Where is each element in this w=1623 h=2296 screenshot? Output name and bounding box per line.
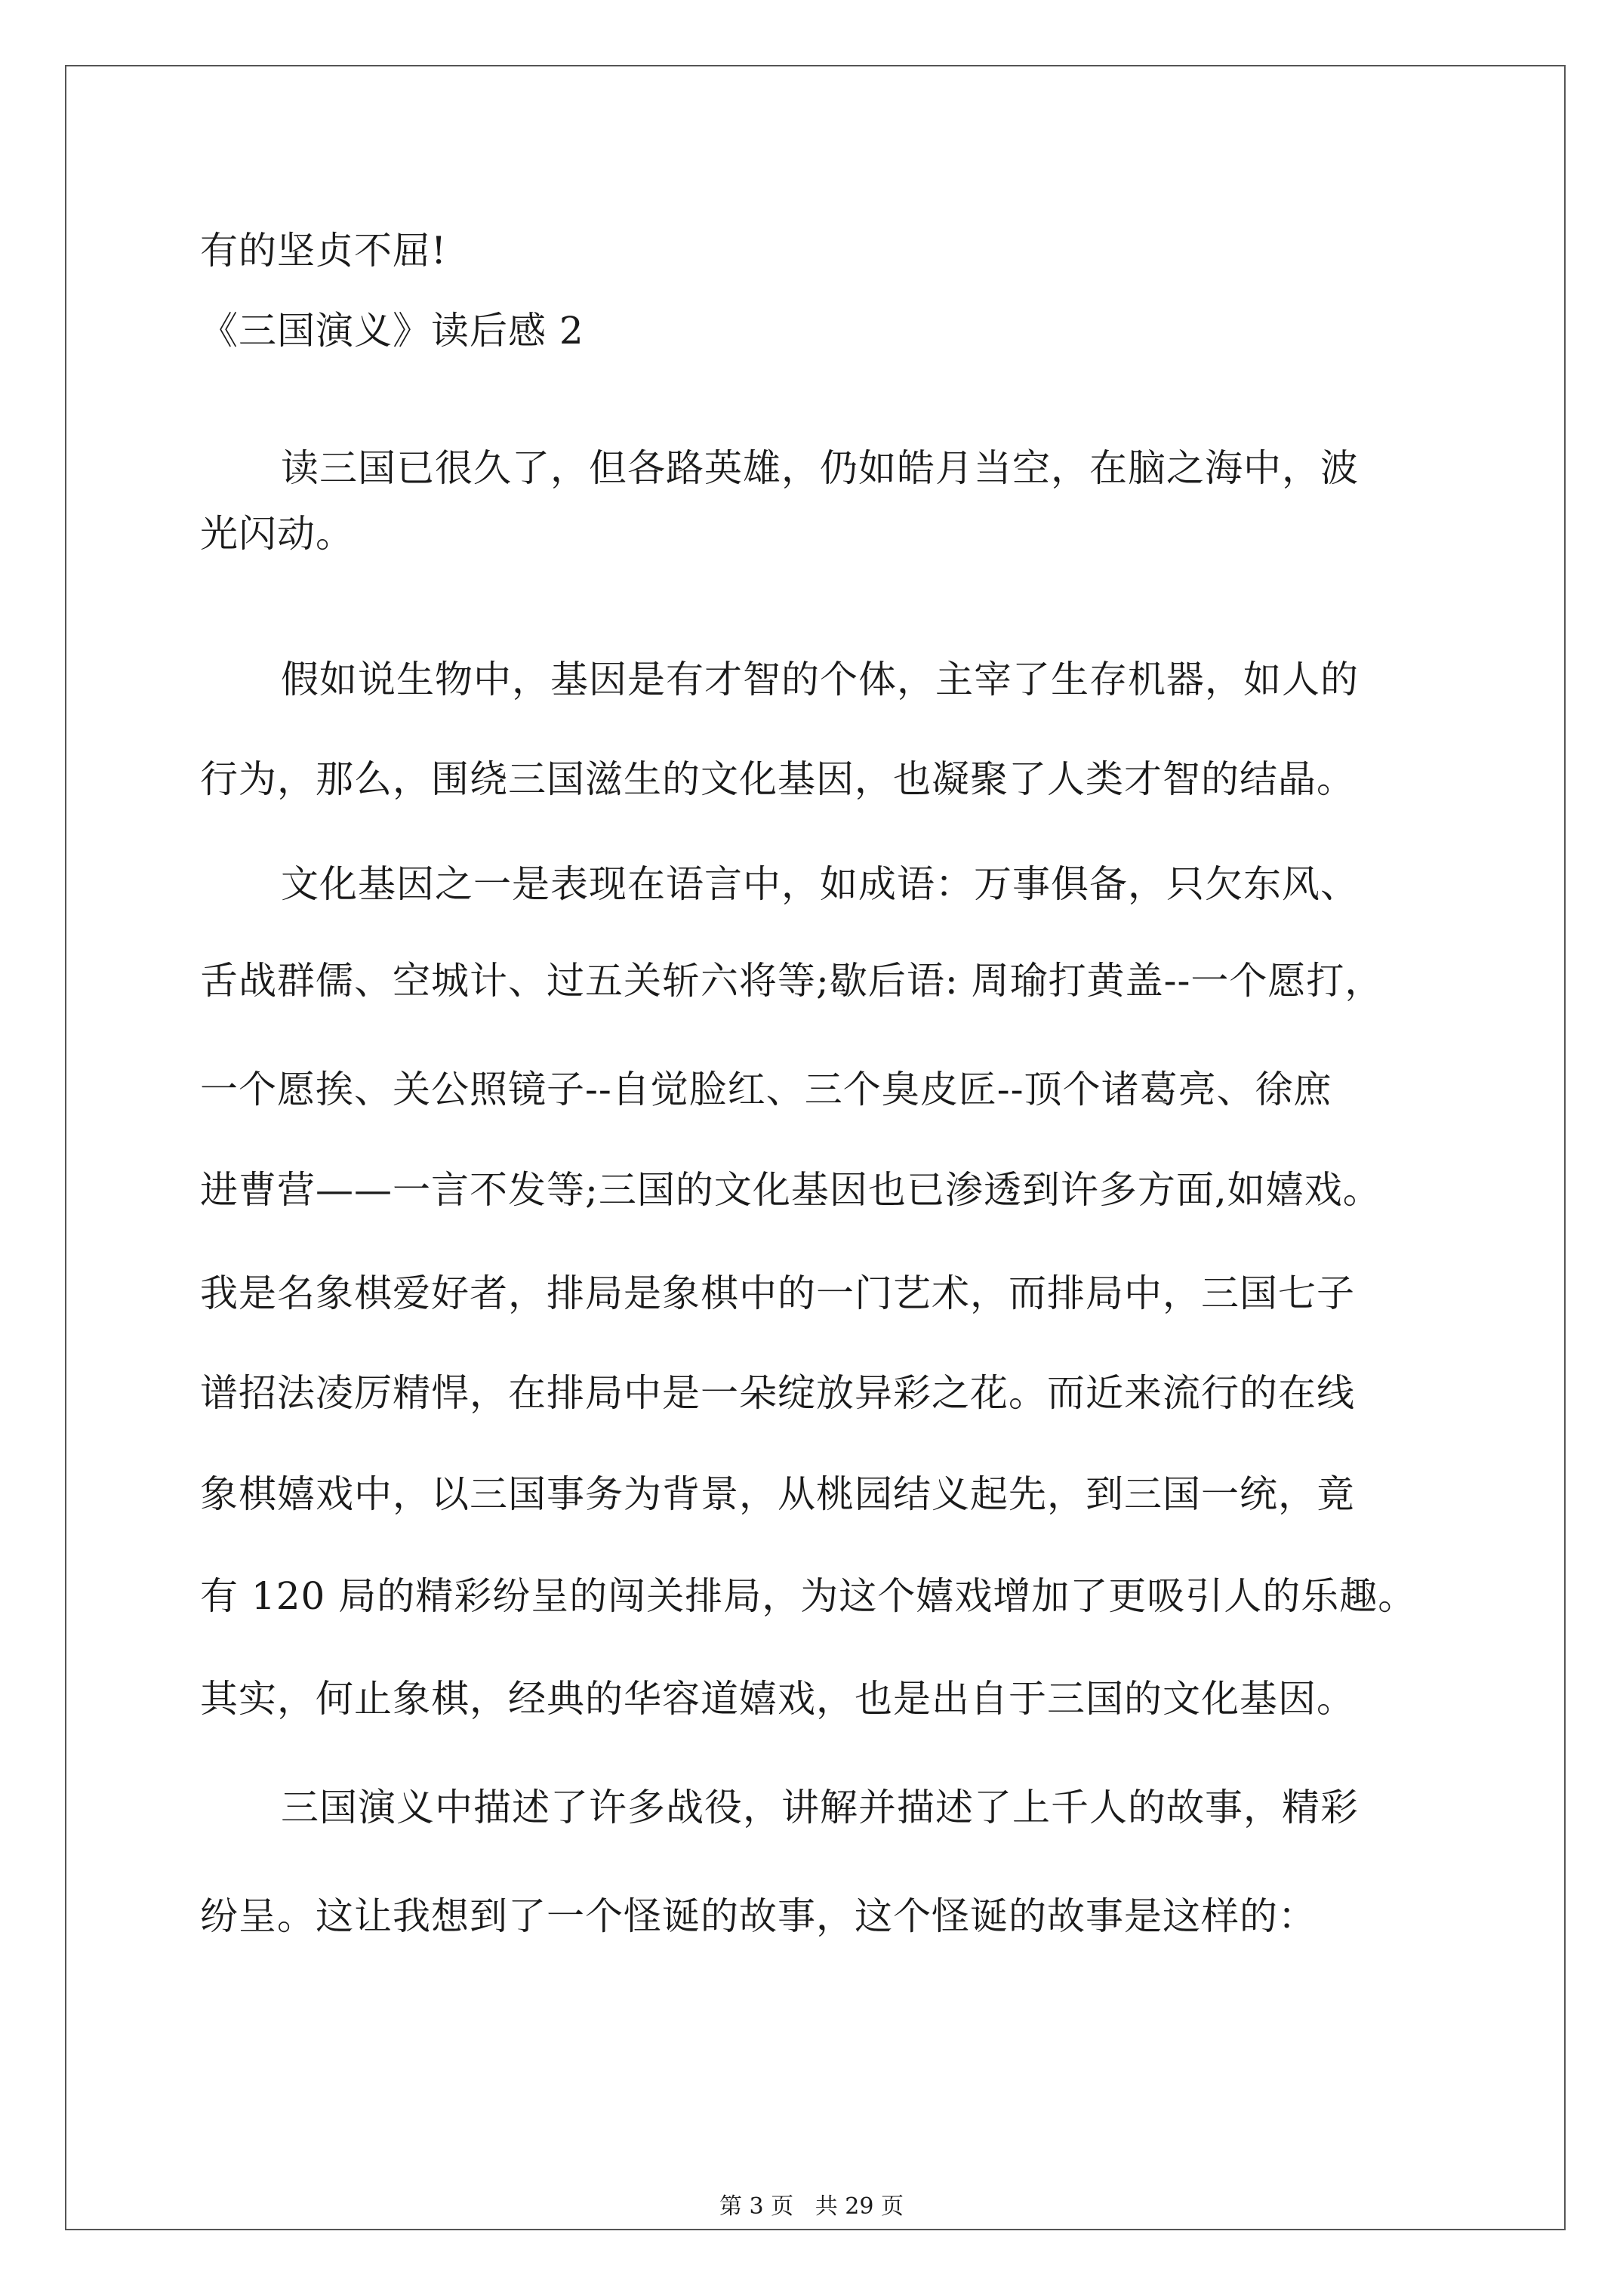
- text-line: 文化基因之一是表现在语言中，如成语：万事俱备，只欠东风、: [281, 862, 1359, 906]
- text-line: 舌战群儒、空城计、过五关斩六将等;歇后语: 周瑜打黄盖--一个愿打，: [200, 959, 1384, 1003]
- text-line: 一个愿挨、关公照镜子--自觉脸红、三个臭皮匠--顶个诸葛亮、徐庶: [200, 1068, 1332, 1111]
- text-line: 有 120 局的精彩纷呈的闯关排局，为这个嬉戏增加了更吸引人的乐趣。: [200, 1574, 1417, 1618]
- text-line: 读三国已很久了，但各路英雄，仍如皓月当空，在脑之海中，波: [281, 446, 1359, 490]
- page-footer: 第 3 页 共 29 页: [719, 2193, 904, 2220]
- text-line: 有的坚贞不屈!: [200, 229, 448, 273]
- text-line: 纷呈。这让我想到了一个怪诞的故事，这个怪诞的故事是这样的：: [200, 1894, 1317, 1938]
- text-line: 谱招法凌厉精悍，在排局中是一朵绽放异彩之花。而近来流行的在线: [200, 1371, 1355, 1415]
- text-line: 我是名象棋爱好者，排局是象棋中的一门艺术，而排局中，三国七子: [200, 1271, 1355, 1315]
- text-line: 进曹营——一言不发等;三国的文化基因也已渗透到许多方面,如嬉戏。: [200, 1168, 1381, 1212]
- text-line: 假如说生物中，基因是有才智的个体，主宰了生存机器，如人的: [281, 658, 1359, 701]
- text-line: 光闪动。: [200, 512, 354, 556]
- text-line: 其实，何止象棋，经典的华容道嬉戏，也是出自于三国的文化基因。: [200, 1677, 1355, 1721]
- section-heading: 《三国演义》读后感 2: [200, 309, 584, 353]
- text-line: 象棋嬉戏中，以三国事务为背景，从桃园结义起先，到三国一统，竟: [200, 1472, 1355, 1516]
- text-line: 三国演义中描述了许多战役，讲解并描述了上千人的故事，精彩: [281, 1786, 1359, 1829]
- text-line: 行为，那么，围绕三国滋生的文化基因，也凝聚了人类才智的结晶。: [200, 757, 1355, 801]
